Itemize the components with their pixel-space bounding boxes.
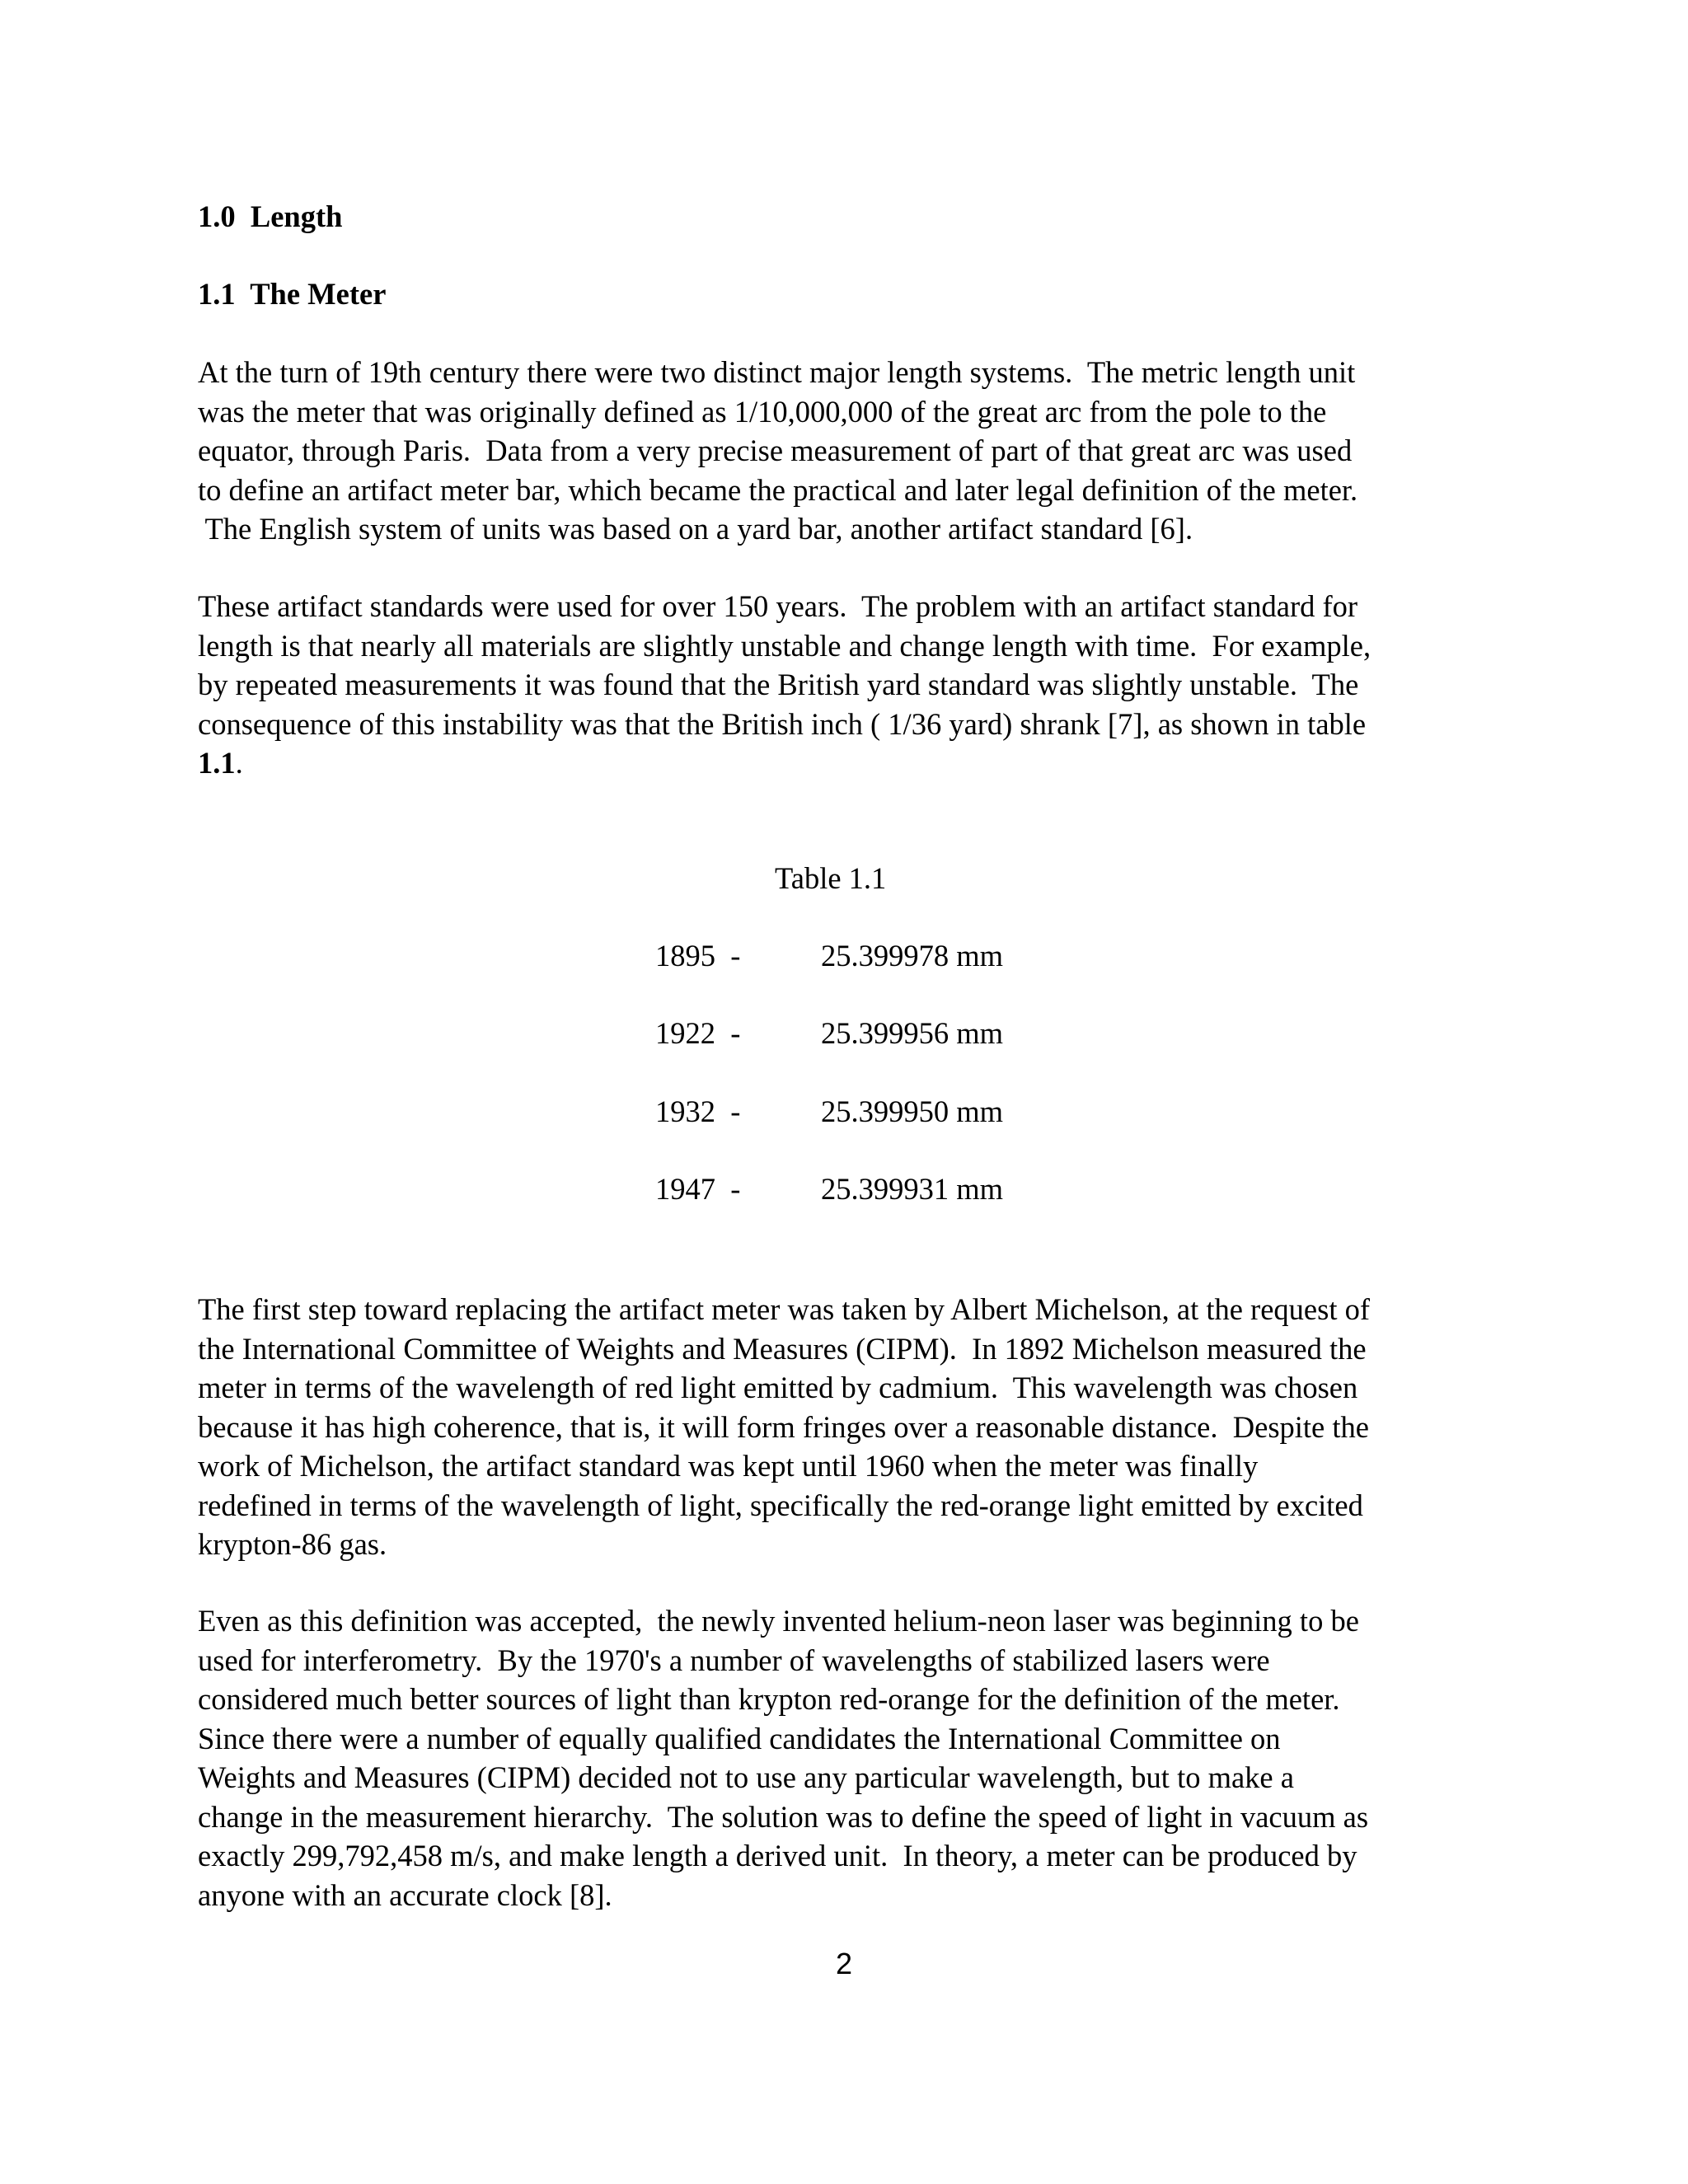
table-year: 1932 - [655,1094,741,1128]
table-value: 25.399956 mm [821,1016,1004,1050]
table-value: 25.399950 mm [821,1094,1004,1128]
subsection-heading: 1.1 The Meter [198,277,387,311]
paragraph-line: redefined in terms of the wavelength of light, specifically the red-orange light emitted by excited [198,1488,1363,1522]
paragraph-line: anyone with an accurate clock [8]. [198,1877,612,1912]
table-year: 1895 - [655,939,741,972]
paragraph-line: was the meter that was originally defined as 1/10,000,000 of the great arc from the pole to the [198,394,1327,429]
paragraph-line: equator, through Paris. Data from a very precise measurement of part of that great arc was used [198,434,1353,467]
table-row [655,1014,1004,1053]
paragraph-line: Since there were a number of equally qualified candidates the International Committee on [198,1721,1281,1755]
table-value: 25.399978 mm [821,939,1004,972]
table-title: Table 1.1 [775,861,887,895]
paragraph-line: krypton-86 gas. [198,1527,387,1561]
paragraph-line: because it has high coherence, that is, it will form fringes over a reasonable distance. Despite the [198,1409,1369,1444]
table-row [655,1092,1004,1132]
section-heading: 1.0 Length [198,199,343,233]
table-row [655,936,1004,976]
paragraph-line: length is that nearly all materials are slightly unstable and change length with time. For example, [198,628,1372,663]
paragraph-line: At the turn of 19th century there were two distinct major length systems. The metric length unit [198,355,1356,389]
paragraph-line: Even as this definition was accepted, the newly invented helium-neon laser was beginning to be [198,1604,1359,1638]
paragraph-line: Weights and Measures (CIPM) decided not to use any particular wavelength, but to make a [198,1760,1294,1794]
sentence-end: . [235,746,243,780]
table-year: 1947 - [655,1172,741,1206]
paragraph-line: to define an artifact meter bar, which became the practical and later legal definition of the meter. [198,472,1358,507]
paragraph-line: consequence of this instability was that the British inch ( 1/36 yard) shrank [7], as shown in table [198,706,1367,741]
paragraph-speed-of-light [198,1601,1484,1915]
paragraph-line: The first step toward replacing the artifact meter was taken by Albert Michelson, at the request of [198,1292,1370,1326]
paragraph-meter-history [198,353,1484,549]
table-row [655,1169,1004,1209]
paragraph-line: used for interferometry. By the 1970's a number of wavelengths of stabilized lasers were [198,1643,1270,1677]
paragraph-line: meter in terms of the wavelength of red light emitted by cadmium. This wavelength was chosen [198,1371,1358,1404]
paragraph-line: work of Michelson, the artifact standard was kept until 1960 when the meter was finally [198,1449,1259,1483]
paragraph-artifact-standards [198,587,1484,783]
paragraph-michelson [198,1290,1484,1564]
paragraph-line: change in the measurement hierarchy. The solution was to define the speed of light in vacuum as [198,1799,1369,1834]
table-reference: 1.1 [198,746,236,780]
paragraph-line-last [198,743,1484,783]
table-value: 25.399931 mm [821,1172,1004,1206]
paragraph-line: considered much better sources of light than krypton red-orange for the definition of the meter. [198,1682,1340,1716]
paragraph-line: the International Committee of Weights and Measures (CIPM). In 1892 Michelson measured the [198,1331,1367,1366]
paragraph-line: The English system of units was based on a yard bar, another artifact standard [6]. [198,512,1193,546]
paragraph-line: by repeated measurements it was found that the British yard standard was slightly unstable. The [198,668,1359,701]
table-year: 1922 - [655,1016,741,1050]
page-number: 2 [835,1947,853,1980]
paragraph-line: These artifact standards were used for over 150 years. The problem with an artifact standard for [198,589,1358,623]
paragraph-line: exactly 299,792,458 m/s, and make length a derived unit. In theory, a meter can be produced by [198,1839,1357,1872]
